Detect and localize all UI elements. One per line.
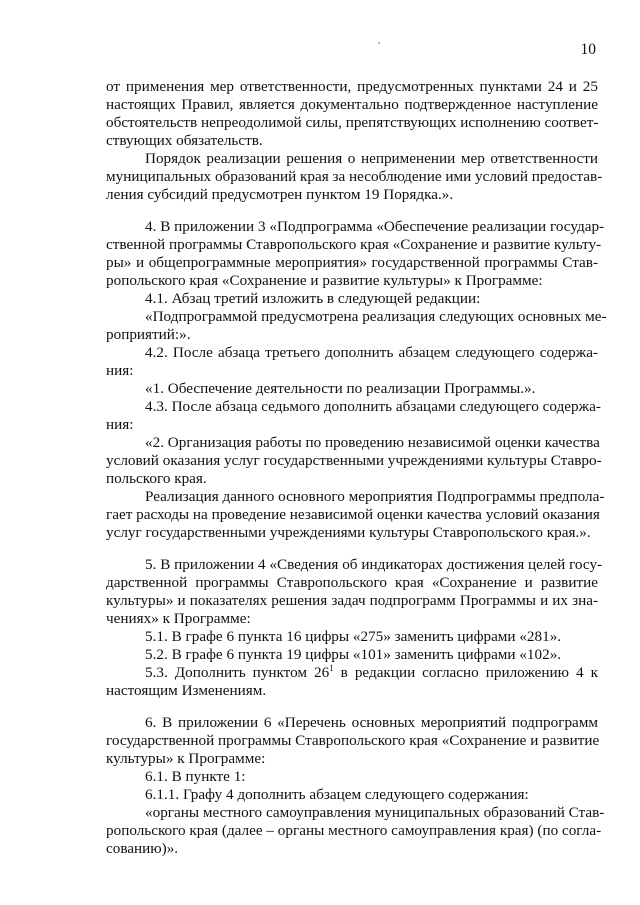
text-line: настоящим Изменениям. (106, 682, 267, 699)
text-line: культуры» к Программе: (106, 750, 266, 767)
text-line: государственной программы Ставропольского края «Сохранение и развитие (106, 732, 600, 749)
text-segment: 5.3. Дополнить пунктом 26 (145, 664, 330, 681)
text-line: «Подпрограммой предусмотрена реализация следующих основных ме- (145, 308, 607, 325)
text-line: 6.1.1. Графу 4 дополнить абзацем следующего содержания: (145, 786, 529, 803)
text-line: ления субсидий предусмотрен пунктом 19 Порядка.». (106, 186, 454, 203)
text-line: «2. Организация работы по проведению независимой оценки качества (145, 434, 600, 451)
text-line: от применения мер ответственности, предусмотренных пунктами 24 и 25 (106, 78, 598, 95)
page-number: 10 (580, 41, 596, 58)
text-line: настоящих Правил, является документально подтвержденное наступление (106, 96, 598, 113)
text-line: роприятий:». (106, 326, 191, 343)
text-line: ры» и общепрограммные мероприятия» государственной программы Став- (106, 254, 598, 271)
text-line: услуг государственными учреждениями культуры Ставропольского края.». (106, 524, 591, 541)
text-line: «1. Обеспечение деятельности по реализации Программы.». (145, 380, 536, 397)
text-line: 4.3. После абзаца седьмого дополнить абзацами следующего содержа- (145, 398, 601, 415)
text-line: 5.1. В графе 6 пункта 16 цифры «275» заменить цифрами «281». (145, 628, 562, 645)
text-line: культуры» и показателях решения задач подпрограмм Программы и их зна- (106, 592, 598, 609)
text-line: дарственной программы Ставропольского края «Сохранение и развитие (106, 574, 598, 591)
text-line: Реализация данного основного мероприятия Подпрограммы предпола- (145, 488, 605, 505)
text-line: сованию)». (106, 840, 179, 857)
text-line: 4.1. Абзац третий изложить в следующей редакции: (145, 290, 481, 307)
text-line: ственной программы Ставропольского края «Сохранение и развитие культу- (106, 236, 602, 253)
text-line: ния: (106, 362, 134, 379)
text-line: Порядок реализации решения о неприменении мер ответственности (145, 150, 598, 167)
text-line: 6. В приложении 6 «Перечень основных мероприятий подпрограмм (145, 714, 598, 731)
text-line: чениях» к Программе: (106, 610, 251, 627)
text-line: 4. В приложении 3 «Подпрограмма «Обеспечение реализации государ- (145, 218, 605, 235)
text-line: обстоятельств непреодолимой силы, препятствующих исполнению соответ- (106, 114, 599, 131)
text-line: 4.2. После абзаца третьего дополнить абзацем следующего содержа- (145, 344, 598, 361)
text-line (145, 664, 598, 681)
text-line: «органы местного самоуправления муниципальных образований Став- (145, 804, 605, 821)
scan-dot (378, 42, 380, 44)
text-line: ропольского края «Сохранение и развитие культуры» к Программе: (106, 272, 543, 289)
text-line: ропольского края (далее – органы местного самоуправления края) (по согла- (106, 822, 602, 839)
superscript: 1 (329, 662, 334, 673)
text-line: условий оказания услуг государственными учреждениями культуры Ставро- (106, 452, 602, 469)
text-line: гает расходы на проведение независимой оценки качества условий оказания (106, 506, 600, 523)
text-line: ствующих обязательств. (106, 132, 263, 149)
text-line: ния: (106, 416, 134, 433)
text-segment: в редакции согласно приложению 4 к (333, 664, 598, 681)
text-line: польского края. (106, 470, 207, 487)
text-line: 5. В приложении 4 «Сведения об индикаторах достижения целей госу- (145, 556, 603, 573)
text-line: 5.2. В графе 6 пункта 19 цифры «101» заменить цифрами «102». (145, 646, 562, 663)
text-line: муниципальных образований края за несоблюдение ими условий предостав- (106, 168, 603, 185)
text-line: 6.1. В пункте 1: (145, 768, 246, 785)
